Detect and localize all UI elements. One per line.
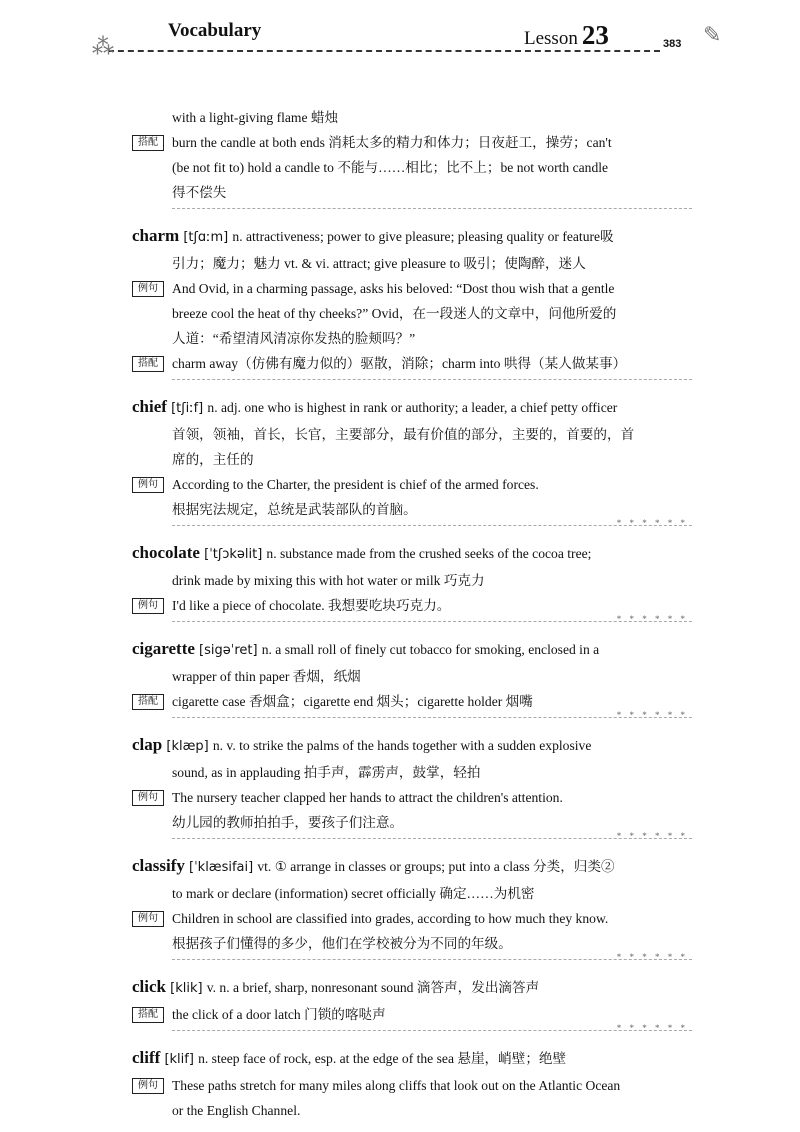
example-tag: 例句 [132,1078,164,1094]
tagged-text: Children in school are classified into grades, according to how much they know. [172,911,609,926]
definition-text: n. steep face of rock, esp. at the edge of the sea 悬崖，峭壁；绝壁 [198,1051,567,1066]
smudge-left-icon: ⁂ [92,34,114,59]
entry-separator [172,1023,692,1041]
tagged-line [132,472,692,497]
entry-headline [132,539,692,568]
dictionary-entry [132,973,692,1027]
headword: classify [132,856,185,875]
tagged-line [132,130,692,155]
definition-text: n. substance made from the crushed seeks of the cocoa tree; [266,546,592,561]
tagged-continuation: 得不偿失 [172,185,227,200]
definition-line: drink made by mixing this with hot water or milk 巧克力 [172,573,485,588]
collocation-tag: 搭配 [132,1007,164,1023]
tagged-text: The nursery teacher clapped her hands to attract the children's attention. [172,790,563,805]
definition-text: n. a small roll of finely cut tobacco for smoking, enclosed in a [261,642,600,657]
entry-separator [172,614,692,632]
definition-line: to mark or declare (information) secret officially 确定……为机密 [172,886,535,901]
tagged-text: I'd like a piece of chocolate. 我想要吃块巧克力。 [172,598,451,613]
entry-headline [132,222,692,251]
phonetic: [tʃiːf] [166,401,208,416]
phonetic: [ˈtʃɔkəlit] [199,547,267,562]
lesson-heading [524,20,609,51]
tagged-continuation: breeze cool the heat of thy cheeks?” Ovid，在一段迷人的文章中，问他所爱的 [172,306,617,321]
example-tag: 例句 [132,790,164,806]
tagged-line [132,1073,692,1098]
tagged-text: charm away（仿佛有魔力似的）驱散，消除；charm into 哄得（某人做某事） [172,356,627,371]
collocation-tag: 搭配 [132,135,164,151]
separator-stars: * * * * * * [616,518,688,528]
definition-text: vt. ① arrange in classes or groups; put into a class 分类，归类② [257,859,615,874]
lesson-label: Lesson [524,28,578,49]
tagged-line [132,906,692,931]
entry-separator [172,208,692,219]
dictionary-entry [132,1044,692,1123]
dictionary-entry [132,222,692,376]
tagged-line [132,276,692,301]
phonetic: [klif] [160,1052,199,1067]
headword: clap [132,735,163,754]
example-tag: 例句 [132,911,164,927]
tagged-continuation: (be not fit to) hold a candle to 不能与……相比；比不上；be not worth candle [172,160,609,175]
tagged-text: And Ovid, in a charming passage, asks his beloved: “Dost thou wish that a gentle [172,281,615,296]
definition-line: 席的，主任的 [172,452,254,467]
definition-line: 引力；魔力；魅力 vt. & vi. attract; give pleasure to 吸引；使陶醉，迷人 [172,256,586,271]
entries-list [132,105,692,1123]
separator-stars: * * * * * * [616,831,688,841]
phonetic: [klik] [166,981,207,996]
definition-text: n. attractiveness; power to give pleasure; pleasing quality or feature吸 [232,229,614,244]
entry-headline [132,1044,692,1073]
dictionary-entry [132,539,692,618]
collocation-tag: 搭配 [132,694,164,710]
smudge-right-icon: ✎ [703,22,722,47]
lesson-number: 23 [581,20,609,50]
phonetic: [sigəˈret] [194,643,262,658]
phonetic: [tʃɑːm] [179,230,233,245]
headword: click [132,977,166,996]
dictionary-entry [132,105,692,205]
phonetic: [ˈklæsifai] [184,860,258,875]
tagged-text: According to the Charter, the president is chief of the armed forces. [172,477,539,492]
separator-stars: * * * * * * [616,1023,688,1033]
tagged-continuation: or the English Channel. [172,1103,301,1118]
definition-text: v. n. a brief, sharp, nonresonant sound 滴答声，发出滴答声 [206,980,540,995]
separator-stars: * * * * * * [616,952,688,962]
entry-separator [172,710,692,728]
separator-stars: * * * * * * [616,614,688,624]
entry-separator [172,518,692,536]
example-tag: 例句 [132,598,164,614]
entry-headline [132,973,692,1002]
entry-headline [132,731,692,760]
definition-line: sound, as in applauding 拍手声，霹雳声，鼓掌，轻拍 [172,765,481,780]
dictionary-entry [132,393,692,522]
dictionary-entry [132,731,692,835]
entry-headline [132,852,692,881]
headword: cigarette [132,639,195,658]
tagged-continuation: 根据宪法规定，总统是武装部队的首脑。 [172,502,417,517]
headword: cliff [132,1048,161,1067]
entry-headline [132,393,692,422]
tagged-line [132,593,692,618]
headword: charm [132,226,180,245]
entry-separator [172,952,692,970]
entry-separator [172,379,692,390]
example-tag: 例句 [132,477,164,493]
definition-line: 首领，领袖，首长，长官，主要部分，最有价值的部分，主要的，首要的，首 [172,427,635,442]
definition-text: n. adj. one who is highest in rank or authority; a leader, a chief petty officer [207,400,618,415]
entry-headline [132,635,692,664]
dictionary-entry [132,635,692,714]
tagged-line [132,351,692,376]
tagged-continuation: 人道：“希望清风清凉你发热的脸颊吗？” [172,331,416,346]
dictionary-entry [132,852,692,956]
phonetic: [klæp] [162,739,213,754]
entry-separator [172,831,692,849]
tagged-continuation: 幼儿园的教师拍拍手，要孩子们注意。 [172,815,404,830]
tagged-continuation: 根据孩子们懂得的多少，他们在学校被分为不同的年级。 [172,936,512,951]
tagged-text: burn the candle at both ends 消耗太多的精力和体力；日夜赶工，操劳；can't [172,135,612,150]
tagged-text: the click of a door latch 门锁的喀哒声 [172,1007,386,1022]
headword: chocolate [132,543,200,562]
collocation-tag: 搭配 [132,356,164,372]
definition-text: n. v. to strike the palms of the hands together with a sudden explosive [212,738,592,753]
tagged-line [132,689,692,714]
tagged-text: cigarette case 香烟盒；cigarette end 烟头；cigarette holder 烟嘴 [172,694,533,709]
tagged-line [132,785,692,810]
separator-stars: * * * * * * [616,710,688,720]
definition-line: with a light-giving flame 蜡烛 [172,110,339,125]
page-number: 383 [663,38,682,50]
section-title: Vocabulary [168,20,262,41]
tagged-text: These paths stretch for many miles along cliffs that look out on the Atlantic Ocean [172,1078,621,1093]
header-rule [108,50,660,52]
definition-line: wrapper of thin paper 香烟，纸烟 [172,669,361,684]
tagged-line [132,1002,692,1027]
example-tag: 例句 [132,281,164,297]
headword: chief [132,397,167,416]
